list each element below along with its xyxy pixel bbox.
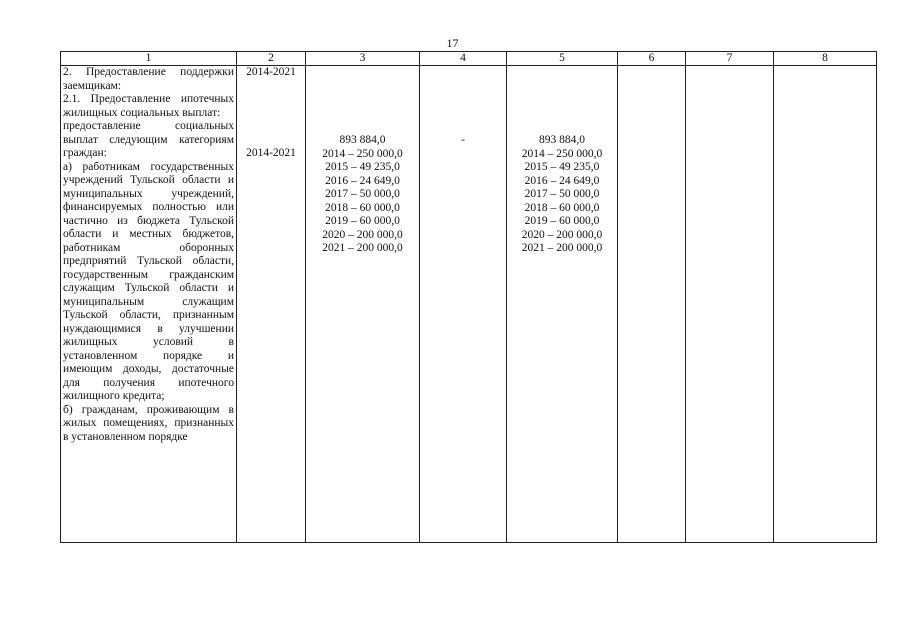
funding-source-cell: [507, 66, 618, 543]
header-cell-1: 1: [61, 52, 237, 66]
funding-year: 2019 – 60 000,0: [325, 215, 400, 227]
description-paragraph: предоставление социальных выплат следующим категориям граждан:: [63, 120, 234, 159]
funding-year: 2017 – 50 000,0: [325, 188, 400, 200]
funding-year: 2015 – 49 235,0: [325, 161, 400, 173]
funding-year: 2017 – 50 000,0: [524, 188, 600, 200]
description-paragraph: б) гражданам, проживающим в жилых помещениях, признанных в установленном порядке: [63, 403, 234, 443]
table-row: [61, 66, 877, 543]
header-cell-6: 6: [618, 52, 686, 66]
column8-cell: [774, 66, 877, 543]
header-cell-7: 7: [686, 52, 774, 66]
period-value: 2014-2021: [246, 146, 296, 159]
funding-total: 893 884,0: [539, 134, 585, 146]
empty-value-dash: -: [461, 134, 465, 146]
funding-year: 2018 – 60 000,0: [524, 201, 600, 214]
header-cell-8: 8: [774, 52, 877, 66]
header-cell-4: 4: [420, 52, 507, 66]
column4-cell: [420, 66, 507, 543]
table-header-row: [61, 52, 877, 66]
description-paragraph: 2.1. Предоставление ипотечных жилищных социальных выплат:: [63, 93, 234, 119]
funding-year: 2019 – 60 000,0: [524, 215, 600, 227]
description-paragraph: 2. Предоставление поддержки заемщикам:: [63, 66, 234, 92]
funding-total-cell: [306, 66, 420, 543]
funding-year: 2014 – 250 000,0: [322, 147, 403, 160]
funding-year: 2016 – 24 649,0: [325, 174, 400, 187]
header-cell-5: 5: [507, 52, 618, 66]
column7-cell: [686, 66, 774, 543]
period-value: 2014-2021: [246, 66, 296, 78]
header-cell-2: 2: [237, 52, 306, 66]
funding-year: 2015 – 49 235,0: [524, 161, 600, 173]
funding-year: 2020 – 200 000,0: [521, 228, 603, 241]
funding-year: 2020 – 200 000,0: [322, 228, 403, 241]
column6-cell: [618, 66, 686, 543]
funding-total: 893 884,0: [339, 134, 386, 146]
funding-year: 2014 – 250 000,0: [521, 147, 603, 160]
funding-year: 2021 – 200 000,0: [322, 242, 403, 254]
measure-description-cell: [61, 66, 237, 543]
description-paragraph: а) работникам государственных учреждений Тульской области и муниципальных учреждений, финансируемых полностью или частично из бюджета Тульской области и местных бюджетов, работникам оборонных предприятий Тульской области, государственным гражданским служащим Тульской области и муниципальным служащим Тульской области, признанным нуждающимися в улучшении жилищных условий в установленном порядке и имеющим доходы, достаточные для получения ипотечного жилищного кредита;: [63, 160, 234, 402]
page-number: 17: [446, 36, 459, 50]
funding-year: 2016 – 24 649,0: [524, 174, 600, 187]
funding-year: 2021 – 200 000,0: [521, 242, 603, 254]
funding-year: 2018 – 60 000,0: [325, 201, 400, 214]
period-cell: [237, 66, 306, 543]
header-cell-3: 3: [306, 52, 420, 66]
program-table: [60, 51, 877, 543]
